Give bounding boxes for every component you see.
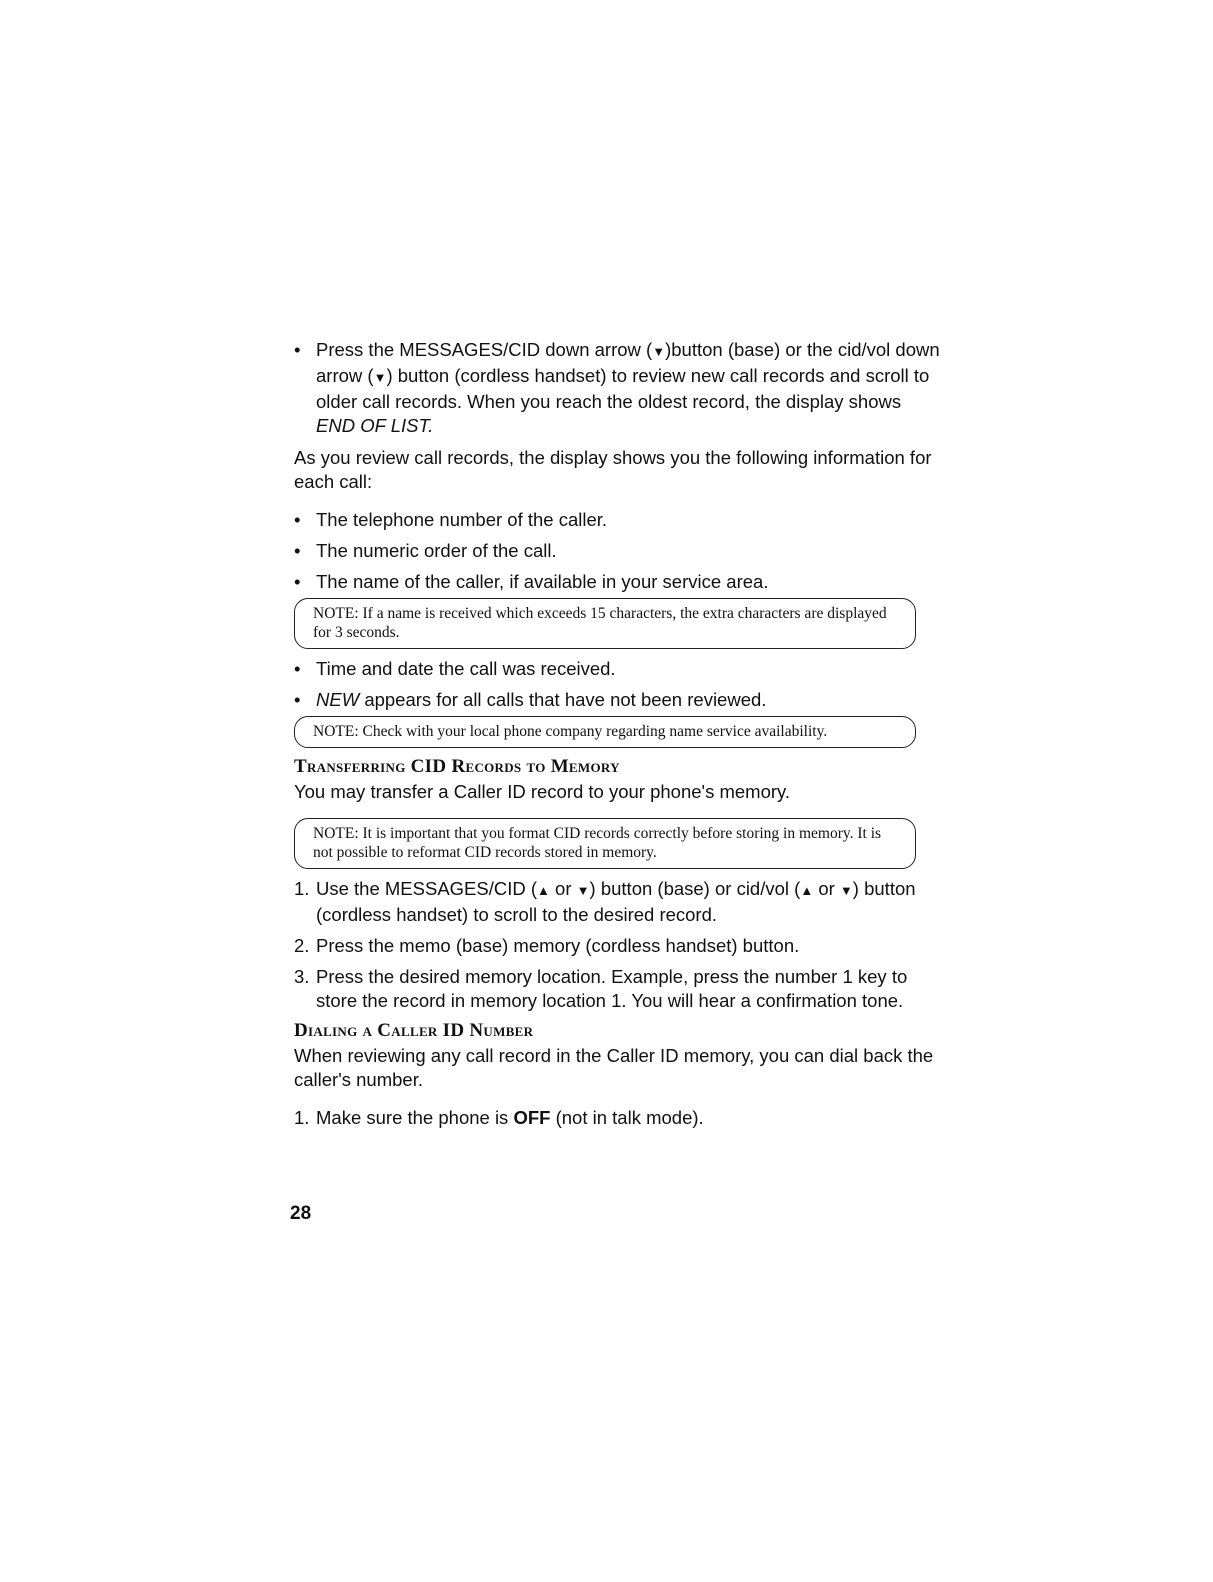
info-bullet-text: The numeric order of the call.	[316, 540, 557, 561]
bullet-dot: •	[294, 540, 301, 561]
up-arrow-icon: ▲	[800, 883, 814, 898]
transfer-step-3	[294, 965, 944, 1013]
step-number: 1.	[294, 1107, 310, 1128]
down-arrow-icon: ▼	[576, 883, 590, 898]
up-arrow-icon: ▲	[537, 883, 550, 898]
step-number: 2.	[294, 935, 310, 956]
step-text-a: Make sure the phone is	[316, 1107, 514, 1128]
step-text-b: (not in talk mode).	[550, 1107, 704, 1128]
info-bullet-text: The name of the caller, if available in your service area.	[316, 571, 769, 592]
info-bullet-text: appears for all calls that have not been reviewed.	[364, 689, 767, 710]
info-bullet-order	[294, 539, 944, 563]
note-format-records: NOTE: It is important that you format CID records correctly before storing in memory. It is not possible to reformat CID records stored in memory.	[294, 818, 916, 869]
review-text-a: Press the MESSAGES/CID down arrow (	[316, 339, 653, 360]
info-bullet-phone	[294, 508, 944, 532]
transfer-step-1	[294, 877, 944, 927]
note-name-service: NOTE: Check with your local phone company regarding name service availability.	[294, 716, 916, 748]
dialing-step-1	[294, 1106, 944, 1130]
down-arrow-icon: ▼	[839, 883, 853, 898]
section-heading-dialing: Dialing a Caller ID Number	[294, 1020, 534, 1041]
end-of-list-text: END OF LIST.	[316, 415, 434, 436]
page-content	[294, 338, 944, 1137]
off-keyword: OFF	[513, 1107, 551, 1128]
down-arrow-icon: ▼	[373, 370, 387, 385]
step-text: Press the memo (base) memory (cordless handset) button.	[316, 935, 800, 956]
step-number: 1.	[294, 878, 310, 899]
info-bullet-text: Time and date the call was received.	[316, 658, 616, 679]
bullet-dot: •	[294, 658, 301, 679]
note-name-length: NOTE: If a name is received which exceeds 15 characters, the extra characters are displayed for 3 seconds.	[294, 598, 916, 649]
info-bullet-time	[294, 657, 944, 681]
step-number: 3.	[294, 966, 310, 987]
down-arrow-icon: ▼	[652, 344, 666, 359]
review-text-c: ) button (cordless handset) to review new call records and scroll to older call records. When you reach the oldest record, the display shows	[316, 365, 930, 412]
bullet-dot: •	[294, 689, 301, 710]
intro-paragraph: As you review call records, the display shows you the following information for each call:	[294, 447, 932, 492]
step-text-b: ) button (base) or cid/vol (	[589, 878, 801, 899]
page-number: 28	[290, 1203, 312, 1224]
section-heading-transfer: Transferring CID Records to Memory	[294, 756, 620, 777]
bullet-dot: •	[294, 571, 301, 592]
review-records-bullet	[294, 338, 944, 438]
or-text: or	[813, 878, 840, 899]
info-bullet-new	[294, 688, 944, 712]
step-text-a: Use the MESSAGES/CID (	[316, 878, 538, 899]
transfer-intro: You may transfer a Caller ID record to your phone's memory.	[294, 781, 791, 802]
or-text: or	[549, 878, 577, 899]
review-text-b: )button (base) or the cid/vol down arrow (	[316, 339, 940, 386]
info-bullet-name	[294, 570, 944, 594]
dialing-intro: When reviewing any call record in the Caller ID memory, you can dial back the caller's number.	[294, 1045, 934, 1090]
info-bullet-text: The telephone number of the caller.	[316, 509, 608, 530]
bullet-dot: •	[294, 339, 301, 360]
transfer-step-2	[294, 934, 944, 958]
step-text-c: ) button (cordless handset) to scroll to the desired record.	[316, 878, 916, 925]
step-text: Press the desired memory location. Example, press the number 1 key to store the record in memory location 1. You will hear a confirmation tone.	[316, 966, 908, 1011]
bullet-dot: •	[294, 509, 301, 530]
new-indicator-text: NEW	[316, 689, 360, 710]
